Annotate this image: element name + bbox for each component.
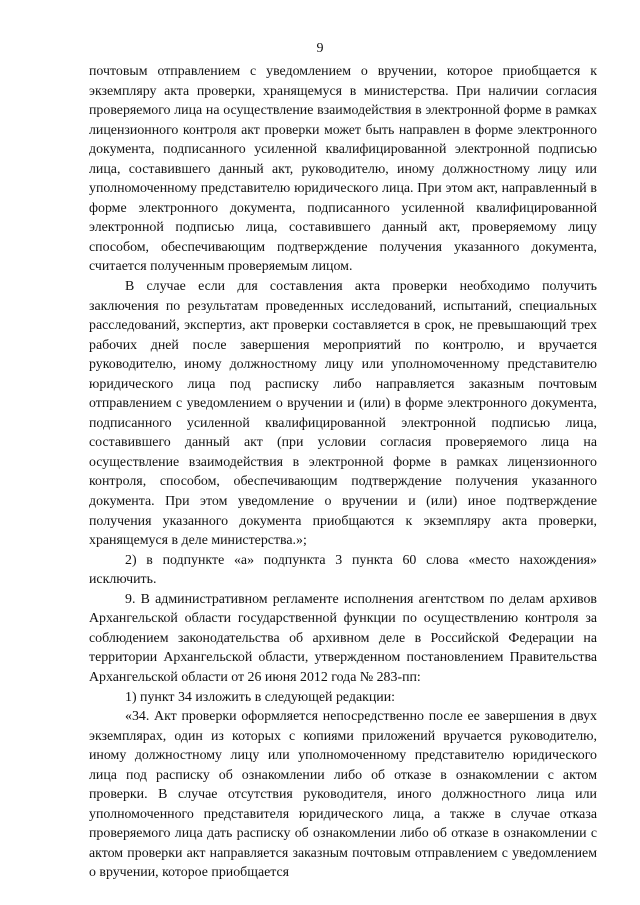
paragraph-item-1: 1) пункт 34 изложить в следующей редакции: xyxy=(125,689,396,705)
paragraph-item-2: 2) в подпункте «а» подпункта 3 пункта 60 слова «место нахождения» исключить. xyxy=(89,552,597,588)
paragraph-continuation: почтовым отправлением с уведомлением о вручении, которое приобщается к экземпляру акта проверки, хранящемуся в министерства. При наличии согласия проверяемого лица на осуществление взаимодействия в электронной форме в рамках лицензионного контроля акт проверки может быть направлен в форме электронного документа, подписанного усиленной квалифицированной электронной подписью лица, составившего данный акт, руководителю, иному должностному лицу или уполномоченному представителю юридического лица. При этом акт, направленный в форме электронного документа, подписанного усиленной квалифицированной электронной подписью лица, составившего данный акт, проверяемому лицу способом, обеспечивающим подтверждение получения указанного документа, считается полученным проверяемым лицом. xyxy=(89,64,597,275)
page-number: 9 xyxy=(316,41,324,56)
paragraph-point-9: 9. В административном регламенте исполнения агентством по делам архивов Архангельской области государственной функции по осуществлению контроля за соблюдением законодательства об архивном деле в Российской Федерации на территории Архангельской области, утвержденном постановлением Правительства Архангельской области от 26 июня 2012 года № 283-пп: xyxy=(89,591,597,685)
paragraph-expert-report: В случае если для составления акта проверки необходимо получить заключения по результатам проведенных исследований, испытаний, специальных расследований, экспертиз, акт проверки составляется в срок, не превышающий трех рабочих дней после завершения мероприятий по контролю, и вручается руководителю, иному должностному лицу или уполномоченному представителю юридического лица под расписку либо направляется заказным почтовым отправлением с уведомлением о вручении и (или) в форме электронного документа, подписанного усиленной квалифицированной электронной подписью лица, составившего данный акт (при условии согласия проверяемого лица на осуществление взаимодействия в электронной форме в рамках лицензионного контроля, способом, обеспечивающим подтверждение получения указанного документа. При этом уведомление о вручении и (или) иное подтверждение получения указанного документа приобщаются к экземпляру акта проверки, хранящемуся в деле министерства.»; xyxy=(89,279,597,549)
paragraph-point-34: «34. Акт проверки оформляется непосредственно после ее завершения в двух экземплярах, один из которых с копиями приложений вручается руководителю, иному должностному лицу или уполномоченному представителю юридического лица под расписку об ознакомлении либо об отказе в ознакомлении с актом проверки. В случае отсутствия руководителя, иного должностного лица или уполномоченного представителя юридического лица, а также в случае отказа проверяемого лица дать расписку об ознакомлении либо об отказе в ознакомлении с актом проверки акт направляется заказным почтовым отправлением с уведомлением о вручении, которое приобщается xyxy=(89,709,597,881)
document-body xyxy=(89,62,597,883)
